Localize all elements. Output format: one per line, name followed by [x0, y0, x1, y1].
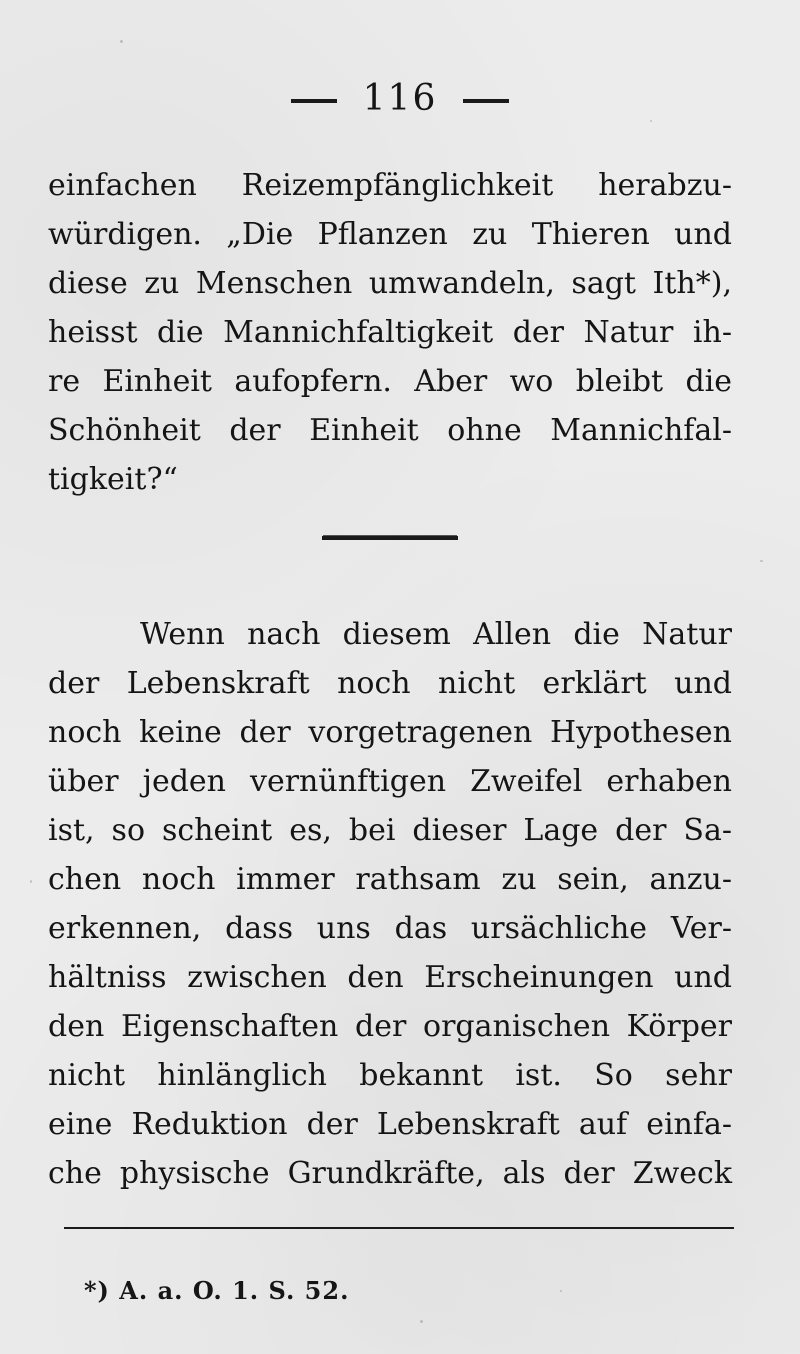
- text-line: hältniss zwischen den Erscheinungen und: [48, 960, 732, 995]
- text-line: ist, so scheint es, bei dieser Lage der Sa-: [48, 813, 732, 848]
- text-line: Schönheit der Einheit ohne Mannichfal-: [48, 413, 732, 448]
- page-number: 116: [362, 78, 438, 119]
- text-line: che physische Grundkräfte, als der Zweck: [48, 1156, 732, 1191]
- paper-speck: [760, 560, 763, 562]
- text-line: würdigen. „Die Pflanzen zu Thieren und: [48, 217, 732, 252]
- text-line: eine Reduktion der Lebenskraft auf einfa-: [48, 1107, 732, 1142]
- section-separator: [322, 536, 458, 540]
- text-line: diese zu Menschen umwandeln, sagt Ith*),: [48, 266, 732, 301]
- text-line: nicht hinlänglich bekannt ist. So sehr: [48, 1058, 732, 1093]
- paper-speck: [120, 40, 123, 43]
- text-line: Wenn nach diesem Allen die Natur: [140, 617, 732, 652]
- header-dash-right: [463, 99, 509, 103]
- paper-speck: [420, 1320, 423, 1323]
- paper-speck: [650, 120, 652, 122]
- header-dash-left: [291, 99, 337, 103]
- paragraph-2: [48, 610, 732, 1198]
- text-line: erkennen, dass uns das ursächliche Ver-: [48, 911, 732, 946]
- text-line: den Eigenschaften der organischen Körper: [48, 1009, 732, 1044]
- page-header: [0, 78, 800, 119]
- paragraph-1: [48, 161, 732, 504]
- text-line: heisst die Mannichfaltigkeit der Natur ih-: [48, 315, 732, 350]
- text-line: re Einheit aufopfern. Aber wo bleibt die: [48, 364, 732, 399]
- text-line: über jeden vernünftigen Zweifel erhaben: [48, 764, 732, 799]
- text-line: tigkeit?“: [48, 462, 178, 497]
- text-line: noch keine der vorgetragenen Hypothesen: [48, 715, 732, 750]
- footnote-rule: [64, 1227, 734, 1229]
- footnote: *) A. a. O. 1. S. 52.: [84, 1276, 350, 1305]
- text-line: chen noch immer rathsam zu sein, anzu-: [48, 862, 732, 897]
- paper-speck: [30, 880, 32, 883]
- text-line: einfachen Reizempfänglichkeit herabzu-: [48, 168, 732, 203]
- paper-speck: [560, 1290, 562, 1292]
- text-line: der Lebenskraft noch nicht erklärt und: [48, 666, 732, 701]
